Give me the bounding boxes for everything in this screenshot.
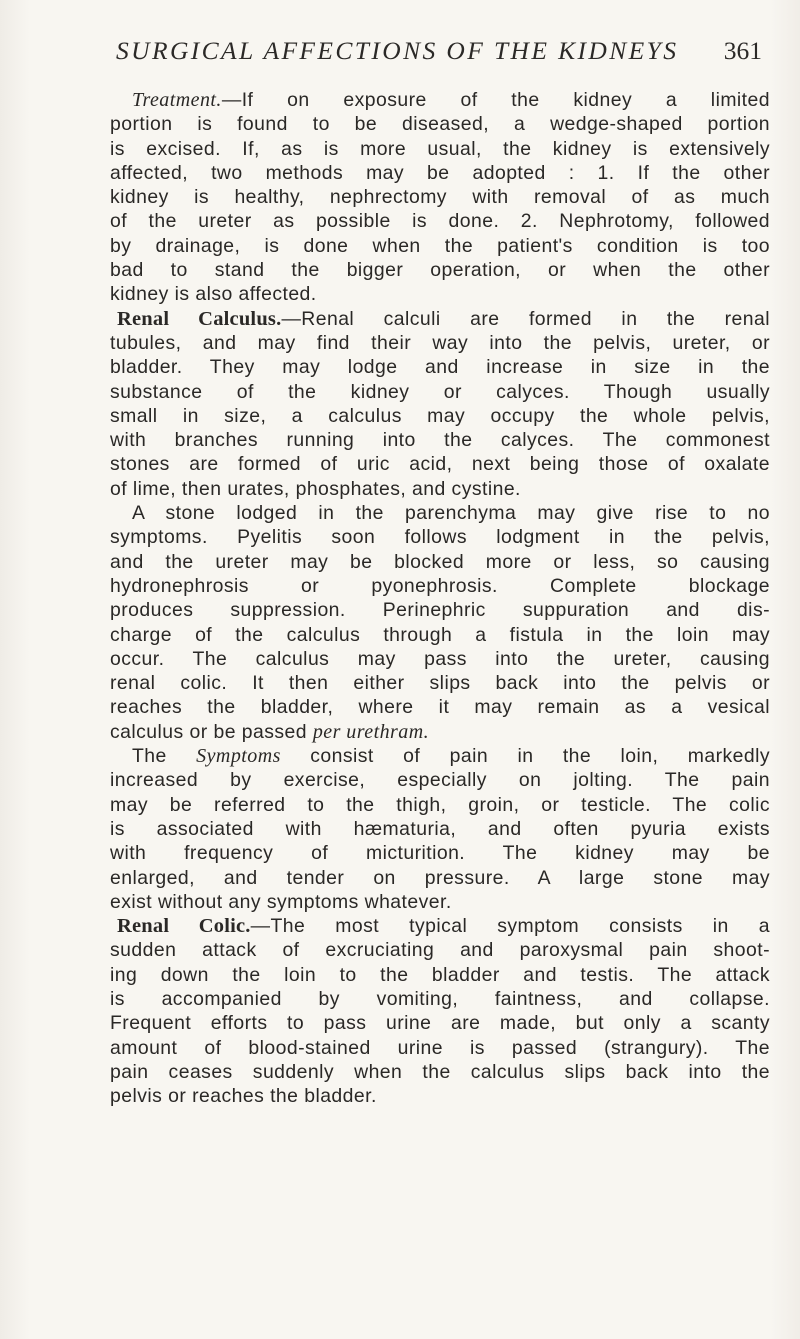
text-line: is associated with hæmaturia, and often pyuria exists: [110, 817, 770, 840]
text-line: kidney is healthy, nephrectomy with removal of as much: [110, 186, 770, 209]
text-line: pelvis or reaches the bladder.: [110, 1085, 377, 1108]
text-line: and the ureter may be blocked more or less, so causing: [110, 550, 770, 573]
text-line: reaches the bladder, where it may remain as a vesical: [110, 696, 770, 719]
text-line: portion is found to be diseased, a wedge-shaped portion: [110, 113, 770, 136]
text-line: is excised. If, as is more usual, the kidney is extensively: [110, 137, 770, 160]
text-line: increased by exercise, especially on jolting. The pain: [110, 769, 770, 792]
text-line: pain ceases suddenly when the calculus slips back into the: [110, 1060, 770, 1083]
running-header: [116, 36, 790, 76]
text-line: calculus or be passed per urethram.: [110, 720, 430, 743]
text-line: bad to stand the bigger operation, or when the other: [110, 259, 770, 282]
page-number: 361: [723, 36, 762, 65]
text-line: symptoms. Pyelitis soon follows lodgment in the pelvis,: [110, 526, 770, 549]
text-line: A stone lodged in the parenchyma may give rise to no: [132, 502, 770, 525]
text-line: enlarged, and tender on pressure. A large stone may: [110, 866, 770, 889]
paragraph-symptoms-line-1: The Symptoms consist of pain in the loin, markedly: [132, 745, 770, 768]
text-line: is accompanied by vomiting, faintness, and collapse.: [110, 987, 770, 1010]
text-line: with branches running into the calyces. The commonest: [110, 429, 770, 452]
text-line: kidney is also affected.: [110, 283, 317, 306]
text-line: hydronephrosis or pyonephrosis. Complete blockage: [110, 574, 770, 597]
paragraph-renal-colic-line-1: Renal Colic.—The most typical symptom consists in a: [117, 915, 770, 938]
symptoms-heading: Symptoms: [196, 745, 281, 768]
text-line: renal colic. It then either slips back into the pelvis or: [110, 672, 770, 695]
renal-colic-heading: Renal Colic.: [117, 915, 251, 938]
text-line: substance of the kidney or calyces. Though usually: [110, 380, 770, 403]
text-line: occur. The calculus may pass into the ureter, causing: [110, 647, 770, 670]
text-line: amount of blood-stained urine is passed (strangury). The: [110, 1036, 770, 1059]
treatment-heading: Treatment.: [132, 89, 222, 111]
text-line: tubules, and may find their way into the pelvis, ureter, or: [110, 331, 770, 354]
renal-calculus-heading: Renal Calculus.: [117, 307, 282, 330]
text-line: produces suppression. Perinephric suppuration and dis-: [110, 599, 770, 622]
text-line: with frequency of micturition. The kidney may be: [110, 842, 770, 865]
paragraph-treatment-line-1: Treatment.—If on exposure of the kidney a limited: [132, 89, 770, 111]
latin-phrase: per urethram.: [312, 720, 430, 743]
text-line: affected, two methods may be adopted : 1. If the other: [110, 161, 770, 184]
text-line: of lime, then urates, phosphates, and cystine.: [110, 477, 521, 500]
text-line: of the ureter as possible is done. 2. Nephrotomy, followed: [110, 210, 770, 233]
running-title: SURGICAL AFFECTIONS OF THE KIDNEYS: [116, 36, 679, 65]
text-line: sudden attack of excruciating and paroxysmal pain shoot-: [110, 939, 770, 962]
text-line: may be referred to the thigh, groin, or testicle. The colic: [110, 793, 770, 816]
text-line: small in size, a calculus may occupy the whole pelvis,: [110, 404, 770, 427]
text-line: charge of the calculus through a fistula in the loin may: [110, 623, 770, 646]
text-line: by drainage, is done when the patient's condition is too: [110, 234, 770, 257]
text-line: exist without any symptoms whatever.: [110, 890, 452, 913]
text-line: bladder. They may lodge and increase in size in the: [110, 356, 770, 379]
body-text: [110, 88, 770, 1108]
text-line: ing down the loin to the bladder and testis. The attack: [110, 963, 770, 986]
text-line: Frequent efforts to pass urine are made, but only a scanty: [110, 1012, 770, 1035]
paragraph-renal-calculus-line-1: Renal Calculus.—Renal calculi are formed in the renal: [117, 307, 770, 330]
text-line: stones are formed of uric acid, next being those of oxalate: [110, 453, 770, 476]
